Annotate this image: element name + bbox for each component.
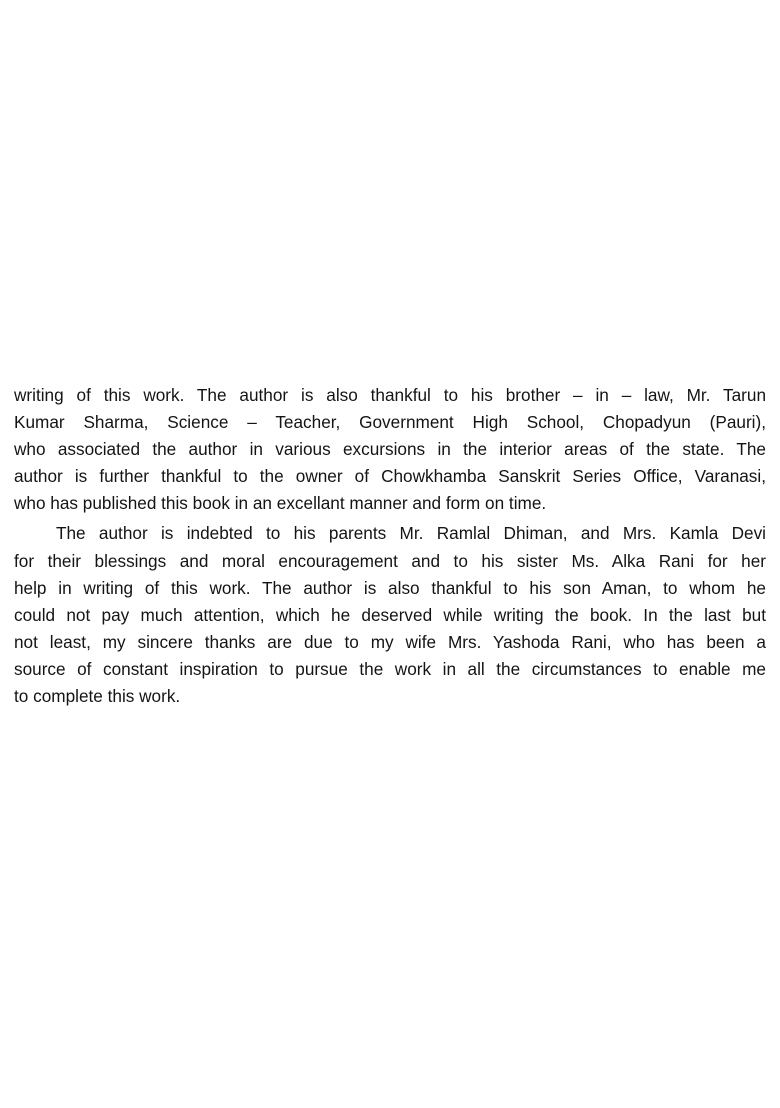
paragraph-1 xyxy=(14,382,766,517)
text-line: who has published this book in an excellant manner and form on time. xyxy=(14,493,547,514)
text-line: for their blessings and moral encouragement and to his sister Ms. Alka Rani for her xyxy=(14,550,766,571)
text-line: not least, my sincere thanks are due to my wife Mrs. Yashoda Rani, who has been a xyxy=(14,631,766,652)
text-line: source of constant inspiration to pursue the work in all the circumstances to enable me xyxy=(14,658,766,679)
text-line: writing of this work. The author is also thankful to his brother – in – law, Mr. Tarun xyxy=(14,385,766,405)
text-line: author is further thankful to the owner of Chowkhamba Sanskrit Series Office, Varanasi, xyxy=(14,466,766,487)
text-line: who associated the author in various excursions in the interior areas of the state. The xyxy=(14,439,766,460)
page-text-block xyxy=(14,382,766,710)
text-line: The author is indebted to his parents Mr. Ramlal Dhiman, and Mrs. Kamla Devi xyxy=(56,523,766,544)
paragraph-2 xyxy=(14,520,766,710)
text-line: Kumar Sharma, Science – Teacher, Government High School, Chopadyun (Pauri), xyxy=(14,412,766,433)
text-line: help in writing of this work. The author is also thankful to his son Aman, to whom he xyxy=(14,577,766,598)
text-line: to complete this work. xyxy=(14,686,181,707)
text-line: could not pay much attention, which he deserved while writing the book. In the last but xyxy=(14,604,766,625)
